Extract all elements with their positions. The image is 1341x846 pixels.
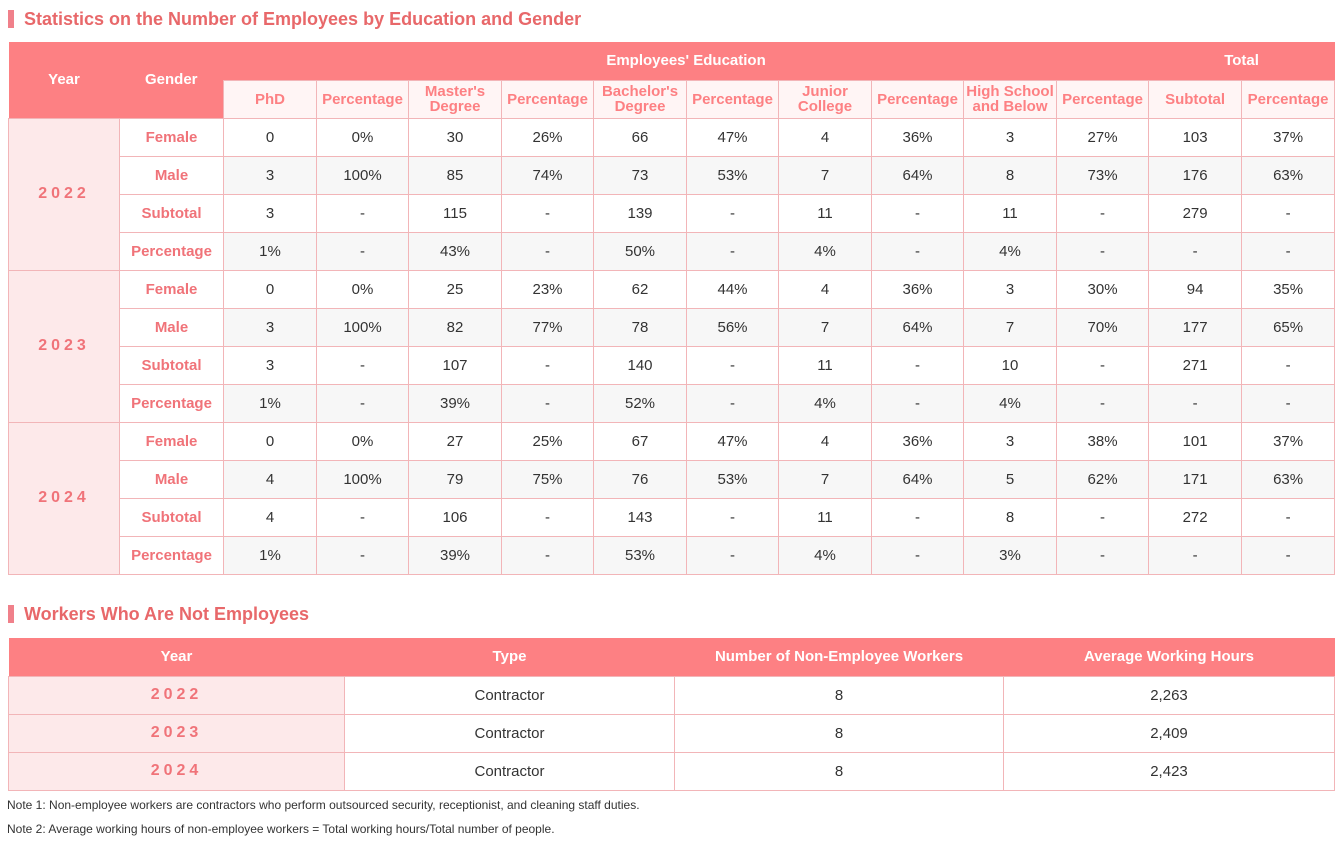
value-cell: 53% [687,156,779,194]
row-label: Female [120,118,224,156]
value-cell: 79 [409,460,502,498]
value-cell: - [1242,498,1335,536]
value-cell: - [1149,384,1242,422]
value-cell: - [502,536,594,574]
value-cell: 0% [317,422,409,460]
value-cell: 62% [1057,460,1149,498]
value-cell: 4% [964,232,1057,270]
value-cell: - [317,194,409,232]
value-cell: - [1242,536,1335,574]
value-cell: - [502,232,594,270]
table-row [9,232,1335,270]
value-cell: - [687,384,779,422]
value-cell: 3 [964,422,1057,460]
type-cell: Contractor [345,676,675,714]
value-cell: 7 [779,460,872,498]
non-employee-workers-table [8,638,1335,791]
value-cell: 11 [964,194,1057,232]
value-cell: 100% [317,156,409,194]
value-cell: - [872,384,964,422]
value-cell: 44% [687,270,779,308]
value-cell: 5 [964,460,1057,498]
value-cell: - [687,498,779,536]
value-cell: 94 [1149,270,1242,308]
note-1: Note 1: Non-employee workers are contractors who perform outsourced security, receptionist, and cleaning staff duties. [7,798,640,812]
column-header: Junior College [779,80,872,118]
value-cell: 0% [317,118,409,156]
value-cell: - [502,194,594,232]
value-cell: 11 [779,194,872,232]
value-cell: 0% [317,270,409,308]
value-cell: 27% [1057,118,1149,156]
column-header: Average Working Hours [1004,638,1335,676]
value-cell: 1% [224,536,317,574]
row-label: Female [120,422,224,460]
value-cell: 3 [224,156,317,194]
value-cell: - [1057,498,1149,536]
value-cell: - [1057,194,1149,232]
value-cell: - [687,536,779,574]
value-cell: 63% [1242,156,1335,194]
row-label: Female [120,270,224,308]
value-cell: 85 [409,156,502,194]
value-cell: - [1242,384,1335,422]
value-cell: 63% [1242,460,1335,498]
value-cell: 30% [1057,270,1149,308]
year-cell: 2024 [9,422,120,574]
value-cell: - [502,498,594,536]
value-cell: - [872,498,964,536]
education-gender-table [8,42,1335,575]
table-row [9,498,1335,536]
value-cell: 23% [502,270,594,308]
value-cell: - [317,232,409,270]
value-cell: 115 [409,194,502,232]
value-cell: 139 [594,194,687,232]
value-cell: 171 [1149,460,1242,498]
row-label: Percentage [120,536,224,574]
column-header: Number of Non-Employee Workers [675,638,1004,676]
note-2: Note 2: Average working hours of non-employee workers = Total working hours/Total number of people. [7,822,555,836]
row-label: Subtotal [120,346,224,384]
table-row [9,752,1335,790]
value-cell: 3% [964,536,1057,574]
value-cell: 3 [224,194,317,232]
value-cell: 64% [872,460,964,498]
value-cell: 272 [1149,498,1242,536]
value-cell: 82 [409,308,502,346]
value-cell: 36% [872,118,964,156]
title-marker [8,10,14,28]
value-cell: 74% [502,156,594,194]
value-cell: 8 [964,498,1057,536]
value-cell: - [317,536,409,574]
value-cell: - [1242,232,1335,270]
row-label: Male [120,308,224,346]
column-header: Year [9,638,345,676]
value-cell: - [1242,194,1335,232]
value-cell: 25% [502,422,594,460]
value-cell: 1% [224,232,317,270]
value-cell: 50% [594,232,687,270]
year-cell: 2023 [9,714,345,752]
value-cell: 4% [964,384,1057,422]
value-cell: - [502,384,594,422]
value-cell: 77% [502,308,594,346]
title-marker [8,605,14,623]
value-cell: 36% [872,422,964,460]
type-cell: Contractor [345,714,675,752]
value-cell: - [687,232,779,270]
row-label: Percentage [120,384,224,422]
value-cell: - [872,194,964,232]
value-cell: 4 [779,270,872,308]
value-cell: - [1057,346,1149,384]
value-cell: 67 [594,422,687,460]
value-cell: 66 [594,118,687,156]
value-cell: 107 [409,346,502,384]
count-cell: 8 [675,752,1004,790]
column-header: Type [345,638,675,676]
row-label: Male [120,460,224,498]
value-cell: 38% [1057,422,1149,460]
value-cell: 53% [594,536,687,574]
value-cell: 106 [409,498,502,536]
value-cell: 27 [409,422,502,460]
value-cell: 11 [779,498,872,536]
value-cell: 64% [872,156,964,194]
value-cell: 56% [687,308,779,346]
table-row [9,422,1335,460]
value-cell: 62 [594,270,687,308]
value-cell: 7 [779,156,872,194]
value-cell: 35% [1242,270,1335,308]
value-cell: 36% [872,270,964,308]
value-cell: 78 [594,308,687,346]
value-cell: 47% [687,118,779,156]
value-cell: 100% [317,460,409,498]
column-header: Percentage [317,80,409,118]
value-cell: 76 [594,460,687,498]
table-row [9,156,1335,194]
value-cell: 0 [224,422,317,460]
row-label: Subtotal [120,498,224,536]
value-cell: 64% [872,308,964,346]
value-cell: 39% [409,384,502,422]
value-cell: 177 [1149,308,1242,346]
value-cell: 0 [224,270,317,308]
value-cell: 73% [1057,156,1149,194]
row-label: Subtotal [120,194,224,232]
value-cell: 101 [1149,422,1242,460]
column-header: Subtotal [1149,80,1242,118]
row-label: Male [120,156,224,194]
header-education: Employees' Education [224,42,1149,80]
value-cell: - [687,194,779,232]
value-cell: 140 [594,346,687,384]
column-header: Percentage [502,80,594,118]
value-cell: 11 [779,346,872,384]
value-cell: 7 [964,308,1057,346]
value-cell: 4 [224,460,317,498]
value-cell: - [1149,232,1242,270]
value-cell: 143 [594,498,687,536]
value-cell: 4 [779,118,872,156]
section-title-text: Workers Who Are Not Employees [24,603,310,624]
column-header: Master's Degree [409,80,502,118]
value-cell: 47% [687,422,779,460]
value-cell: - [317,384,409,422]
table-row [9,308,1335,346]
column-header: Bachelor's Degree [594,80,687,118]
header-total: Total [1149,42,1335,80]
value-cell: 4% [779,536,872,574]
year-cell: 2023 [9,270,120,422]
table-row [9,460,1335,498]
table-row [9,714,1335,752]
value-cell: 4% [779,232,872,270]
value-cell: 73 [594,156,687,194]
column-header: Percentage [872,80,964,118]
table-row [9,270,1335,308]
header-year: Year [9,42,120,118]
value-cell: 3 [224,346,317,384]
value-cell: 3 [964,118,1057,156]
value-cell: 65% [1242,308,1335,346]
value-cell: 100% [317,308,409,346]
value-cell: 176 [1149,156,1242,194]
value-cell: 39% [409,536,502,574]
value-cell: 3 [224,308,317,346]
column-header: Percentage [687,80,779,118]
column-header: PhD [224,80,317,118]
value-cell: 8 [964,156,1057,194]
hours-cell: 2,423 [1004,752,1335,790]
year-cell: 2022 [9,118,120,270]
value-cell: 26% [502,118,594,156]
value-cell: 70% [1057,308,1149,346]
year-cell: 2022 [9,676,345,714]
value-cell: - [502,346,594,384]
value-cell: 10 [964,346,1057,384]
value-cell: 103 [1149,118,1242,156]
value-cell: 43% [409,232,502,270]
table-row [9,536,1335,574]
column-header: Percentage [1057,80,1149,118]
value-cell: - [1242,346,1335,384]
row-label: Percentage [120,232,224,270]
value-cell: - [872,346,964,384]
count-cell: 8 [675,714,1004,752]
table-row [9,384,1335,422]
value-cell: - [872,536,964,574]
value-cell: 0 [224,118,317,156]
value-cell: 37% [1242,118,1335,156]
value-cell: - [317,346,409,384]
value-cell: 4 [224,498,317,536]
value-cell: 279 [1149,194,1242,232]
header-gender: Gender [120,42,224,118]
section-title-education [8,9,581,29]
value-cell: - [687,346,779,384]
year-cell: 2024 [9,752,345,790]
value-cell: - [1149,536,1242,574]
value-cell: 37% [1242,422,1335,460]
hours-cell: 2,409 [1004,714,1335,752]
column-header: Percentage [1242,80,1335,118]
value-cell: - [1057,232,1149,270]
value-cell: 1% [224,384,317,422]
section-title-text: Statistics on the Number of Employees by Education and Gender [24,8,582,29]
hours-cell: 2,263 [1004,676,1335,714]
value-cell: 4 [779,422,872,460]
value-cell: 3 [964,270,1057,308]
value-cell: 75% [502,460,594,498]
value-cell: 4% [779,384,872,422]
table-row [9,118,1335,156]
section-title-non-employees [8,604,309,624]
table-row [9,346,1335,384]
type-cell: Contractor [345,752,675,790]
value-cell: 52% [594,384,687,422]
table-row [9,676,1335,714]
column-header: High School and Below [964,80,1057,118]
value-cell: 25 [409,270,502,308]
value-cell: 53% [687,460,779,498]
value-cell: 30 [409,118,502,156]
value-cell: - [317,498,409,536]
value-cell: - [1057,384,1149,422]
count-cell: 8 [675,676,1004,714]
table-row [9,194,1335,232]
value-cell: - [872,232,964,270]
value-cell: - [1057,536,1149,574]
value-cell: 7 [779,308,872,346]
value-cell: 271 [1149,346,1242,384]
